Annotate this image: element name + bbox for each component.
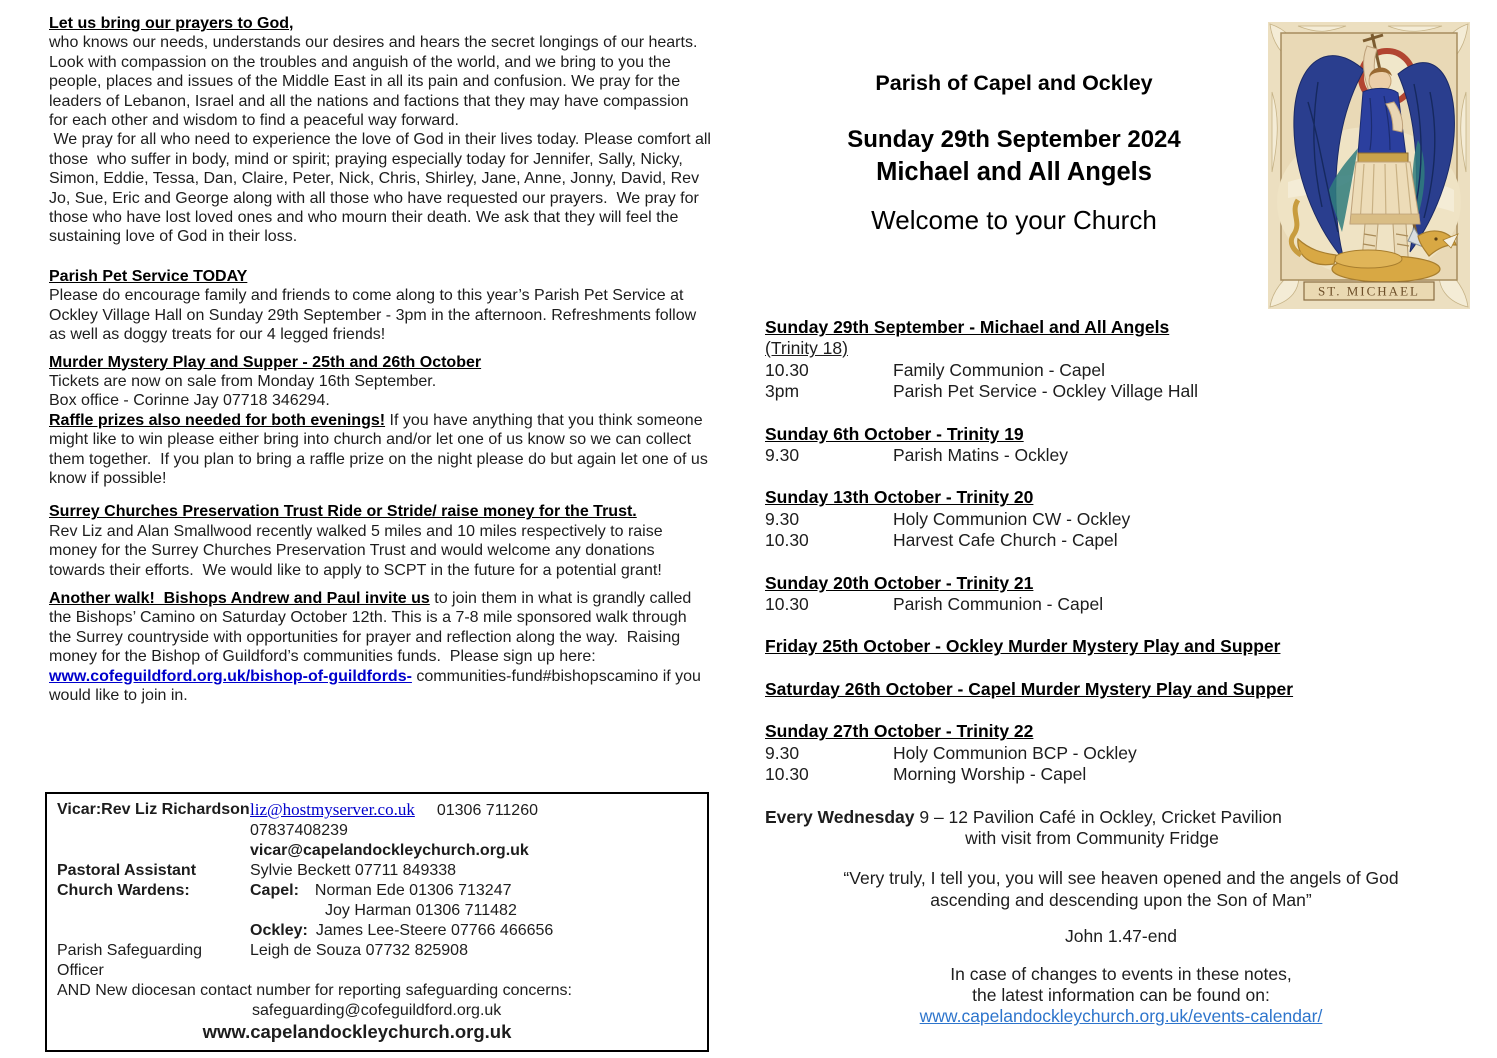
contact-row-vicar [57,800,697,821]
schedule-section-4 [765,573,1477,616]
contact-row-vicar-mobile [57,821,697,841]
diocesan-email: safeguarding@cofeguildford.org.uk [252,1002,502,1019]
service-row [765,360,1477,381]
pastoral-value: Sylvie Beckett 07711 849338 [250,862,457,879]
contact-box [45,792,709,1052]
camino-body: to join them in what is grandly called the Bishops’ Camino on Saturday October 12th. This is a 7-8 mile sponsored walk through the Surrey countryside with opportunities for prayer and reflection along the way. Raising money for the Bishop of Guildford’s communities funds. Please sign up here: [49,589,696,666]
capel-label: Capel: [250,882,299,899]
schedule-heading: Sunday 13th October - Trinity 20 [765,487,1034,508]
schedule-subheading: (Trinity 18) [765,338,848,359]
schedule-section-1 [765,317,1477,403]
service-desc: Parish Communion - Capel [893,594,1104,615]
schedule-heading: Friday 25th October - Ockley Murder Mystery Play and Supper [765,636,1281,657]
murder-mystery-line-2: Box office - Corinne Jay 07718 346294. [49,392,330,410]
service-desc: Parish Matins - Ockley [893,445,1069,466]
capel-value: Norman Ede 01306 713247 [314,882,512,899]
schedule-heading: Sunday 29th September - Michael and All Angels [765,317,1170,337]
gospel-quote [765,868,1477,911]
camino-signup-link[interactable]: www.cofeguildford.org.uk/bishop-of-guildfords- [49,667,412,685]
raffle-lead: Raffle prizes also needed for both evenings! [49,411,386,429]
st-michael-image [1268,22,1470,309]
masthead [765,70,1263,236]
schedule-heading: Sunday 20th October - Trinity 21 [765,572,1034,593]
service-date-title: Sunday 29th September 2024 [847,126,1181,153]
service-desc: Holy Communion CW - Ockley [893,508,1131,529]
contact-row-wardens-ockley [57,921,697,941]
spacer-cell [57,921,250,941]
service-row [765,594,1477,615]
prayers-paragraph-1: who knows our needs, understands our desires and hears the secret longings of our hearts. Look with compassion on the troubles and anguish of the world, and we bring to you the people, places and issues of the Middle East in all its pain and confusion. We pray for the leaders of Lebanon, Israel and all the nations and factions that they may have compassion for each other and wisdom to find a peaceful way forward. [49,34,702,130]
ockley-label: Ockley: [250,922,308,939]
schedule-section-6 [765,679,1477,700]
contact-row-pastoral [57,861,697,881]
service-time: 9.30 [765,508,800,529]
wardens-capel-2 [250,901,697,921]
wardens-ockley [250,921,697,941]
wednesday-rest: 9 – 12 Pavilion Café in Ockley, Cricket Pavilion [914,806,1282,827]
service-row [765,764,1477,785]
service-desc: Family Communion - Capel [893,359,1106,380]
section-prayers [49,14,716,247]
contact-row-wardens-2 [57,901,697,921]
safeguarding-value: Leigh de Souza 07732 825908 [250,942,468,959]
st-michael-caption: ST. MICHAEL [1318,283,1420,299]
service-row [765,509,1477,530]
service-time: 3pm [765,381,800,402]
parish-website: www.capelandockleychurch.org.uk [202,1021,512,1042]
section-scpt [49,502,711,580]
prayers-heading: Let us bring our prayers to God, [49,15,294,32]
wardens-label: Church Wardens: [57,882,190,899]
ockley-value: James Lee-Steere 07766 466656 [315,922,554,939]
vicar-email-2: vicar@capelandockleychurch.org.uk [250,842,529,859]
service-time: 10.30 [765,594,809,615]
pet-service-body: Please do encourage family and friends to come along to this year’s Parish Pet Service at Ockley Village Hall on Sunday 29th September - 3pm in the afternoon. Refreshments follow as well as doggy treats for our 4 legged friends! [49,287,701,344]
camino-after: communities-fund#bishopscamino if you would like to join in. [49,667,706,704]
raffle-paragraph [49,411,711,489]
pet-service-heading: Parish Pet Service TODAY [49,267,248,285]
section-camino [49,589,711,705]
schedule-heading: Saturday 26th October - Capel Murder Mystery Play and Supper [765,678,1294,699]
pastoral-label: Pastoral Assistant [57,862,197,879]
wednesday-line-2: with visit from Community Fridge [965,827,1219,848]
left-column [49,14,716,705]
events-footer [765,964,1477,1028]
prayers-paragraph-2: We pray for all who need to experience the love of God in their lives today. Please comfort all those who suffer in body, mind or spirit; praying especially today for Jennifer, Sally, Nicky, Simon, Eddie, Tessa, Dan, Claire, Peter, Nick, Chris, Shirley, Jane, Anne, Jonny, David, Rev Jo, Sue, Eric and George along with all those who have requested our prayers. We pray for those who have lost loved ones and who mourn their death. We ask that they will feel the sustaining love of God in their loss. [49,131,716,246]
service-row [765,445,1477,466]
service-schedule [765,317,1477,1028]
murder-mystery-heading: Murder Mystery Play and Supper - 25th and 26th October [49,353,482,371]
schedule-section-3 [765,487,1477,551]
gospel-quote-line-1: “Very truly, I tell you, you will see heaven opened and the angels of God [843,868,1399,889]
contact-row-wardens [57,881,697,901]
spacer-cell [57,901,250,921]
raffle-rest: If you have anything that you think someone might like to win please either bring into church and/or let one of us know so we can collect them together. If you plan to bring a raffle prize on the night please do but again let one of us know if possible! [49,411,713,487]
vicar-label: Vicar:Rev Liz Richardson [57,801,250,818]
section-murder-mystery [49,353,711,489]
service-time: 9.30 [765,742,800,763]
schedule-section-2 [765,424,1477,467]
events-footer-line-2: the latest information can be found on: [972,984,1270,1005]
safeguarding-label: Parish Safeguarding Officer [57,942,202,979]
murder-mystery-line-1: Tickets are now on sale from Monday 16th September. [49,372,437,390]
service-desc: Holy Communion BCP - Ockley [893,742,1137,763]
schedule-section-5 [765,636,1477,657]
schedule-section-7 [765,721,1477,785]
contact-row-vicar-email2 [57,841,697,861]
gospel-quote-line-2: ascending and descending upon the Son of Man” [930,889,1312,910]
service-desc: Parish Pet Service - Ockley Village Hall [893,381,1199,402]
scpt-heading: Surrey Churches Preservation Trust Ride or Stride/ raise money for the Trust. [49,503,637,521]
spacer-cell [57,841,250,861]
parish-title: Parish of Capel and Ockley [875,71,1153,95]
section-pet-service [49,267,711,345]
welcome-title: Welcome to your Church [871,205,1157,235]
vicar-phone: 01306 711260 [436,802,538,819]
wednesday-line-1 [765,807,1477,828]
service-time: 10.30 [765,530,809,551]
diocesan-line: AND New diocesan contact number for reporting safeguarding concerns: [57,982,572,999]
camino-lead: Another walk! Bishops Andrew and Paul invite us [49,589,430,607]
schedule-heading: Sunday 6th October - Trinity 19 [765,423,1024,444]
service-row [765,743,1477,764]
vicar-value [250,800,697,821]
gospel-reference: John 1.47-end [1065,926,1177,947]
service-time: 10.30 [765,359,809,380]
vicar-email-link[interactable]: liz@hostmyserver.co.uk [250,800,415,819]
service-desc: Harvest Cafe Church - Capel [893,530,1118,551]
schedule-heading: Sunday 27th October - Trinity 22 [765,721,1034,742]
feast-title: Michael and All Angels [876,158,1152,186]
service-time: 9.30 [765,445,800,466]
spacer-cell [57,821,250,841]
events-footer-line-1: In case of changes to events in these notes, [950,963,1292,984]
events-calendar-link[interactable]: www.capelandockleychurch.org.uk/events-calendar/ [919,1006,1323,1027]
vicar-mobile: 07837408239 [250,822,348,839]
capel-value-2: Joy Harman 01306 711482 [325,902,517,919]
service-row [765,530,1477,551]
service-desc: Morning Worship - Capel [893,764,1087,785]
camino-paragraph [49,589,711,705]
scpt-body: Rev Liz and Alan Smallwood recently walked 5 miles and 10 miles respectively to raise money for the Surrey Churches Preservation Trust and would welcome any donations towards their efforts. We would like to apply to SCPT in the future for a potential grant! [49,522,668,579]
service-row [765,381,1477,402]
wardens-capel [250,881,697,901]
service-time: 10.30 [765,764,809,785]
contact-row-safeguarding [57,941,697,981]
st-michael-illustration [1268,22,1470,309]
wednesday-lead: Every Wednesday [765,806,915,827]
